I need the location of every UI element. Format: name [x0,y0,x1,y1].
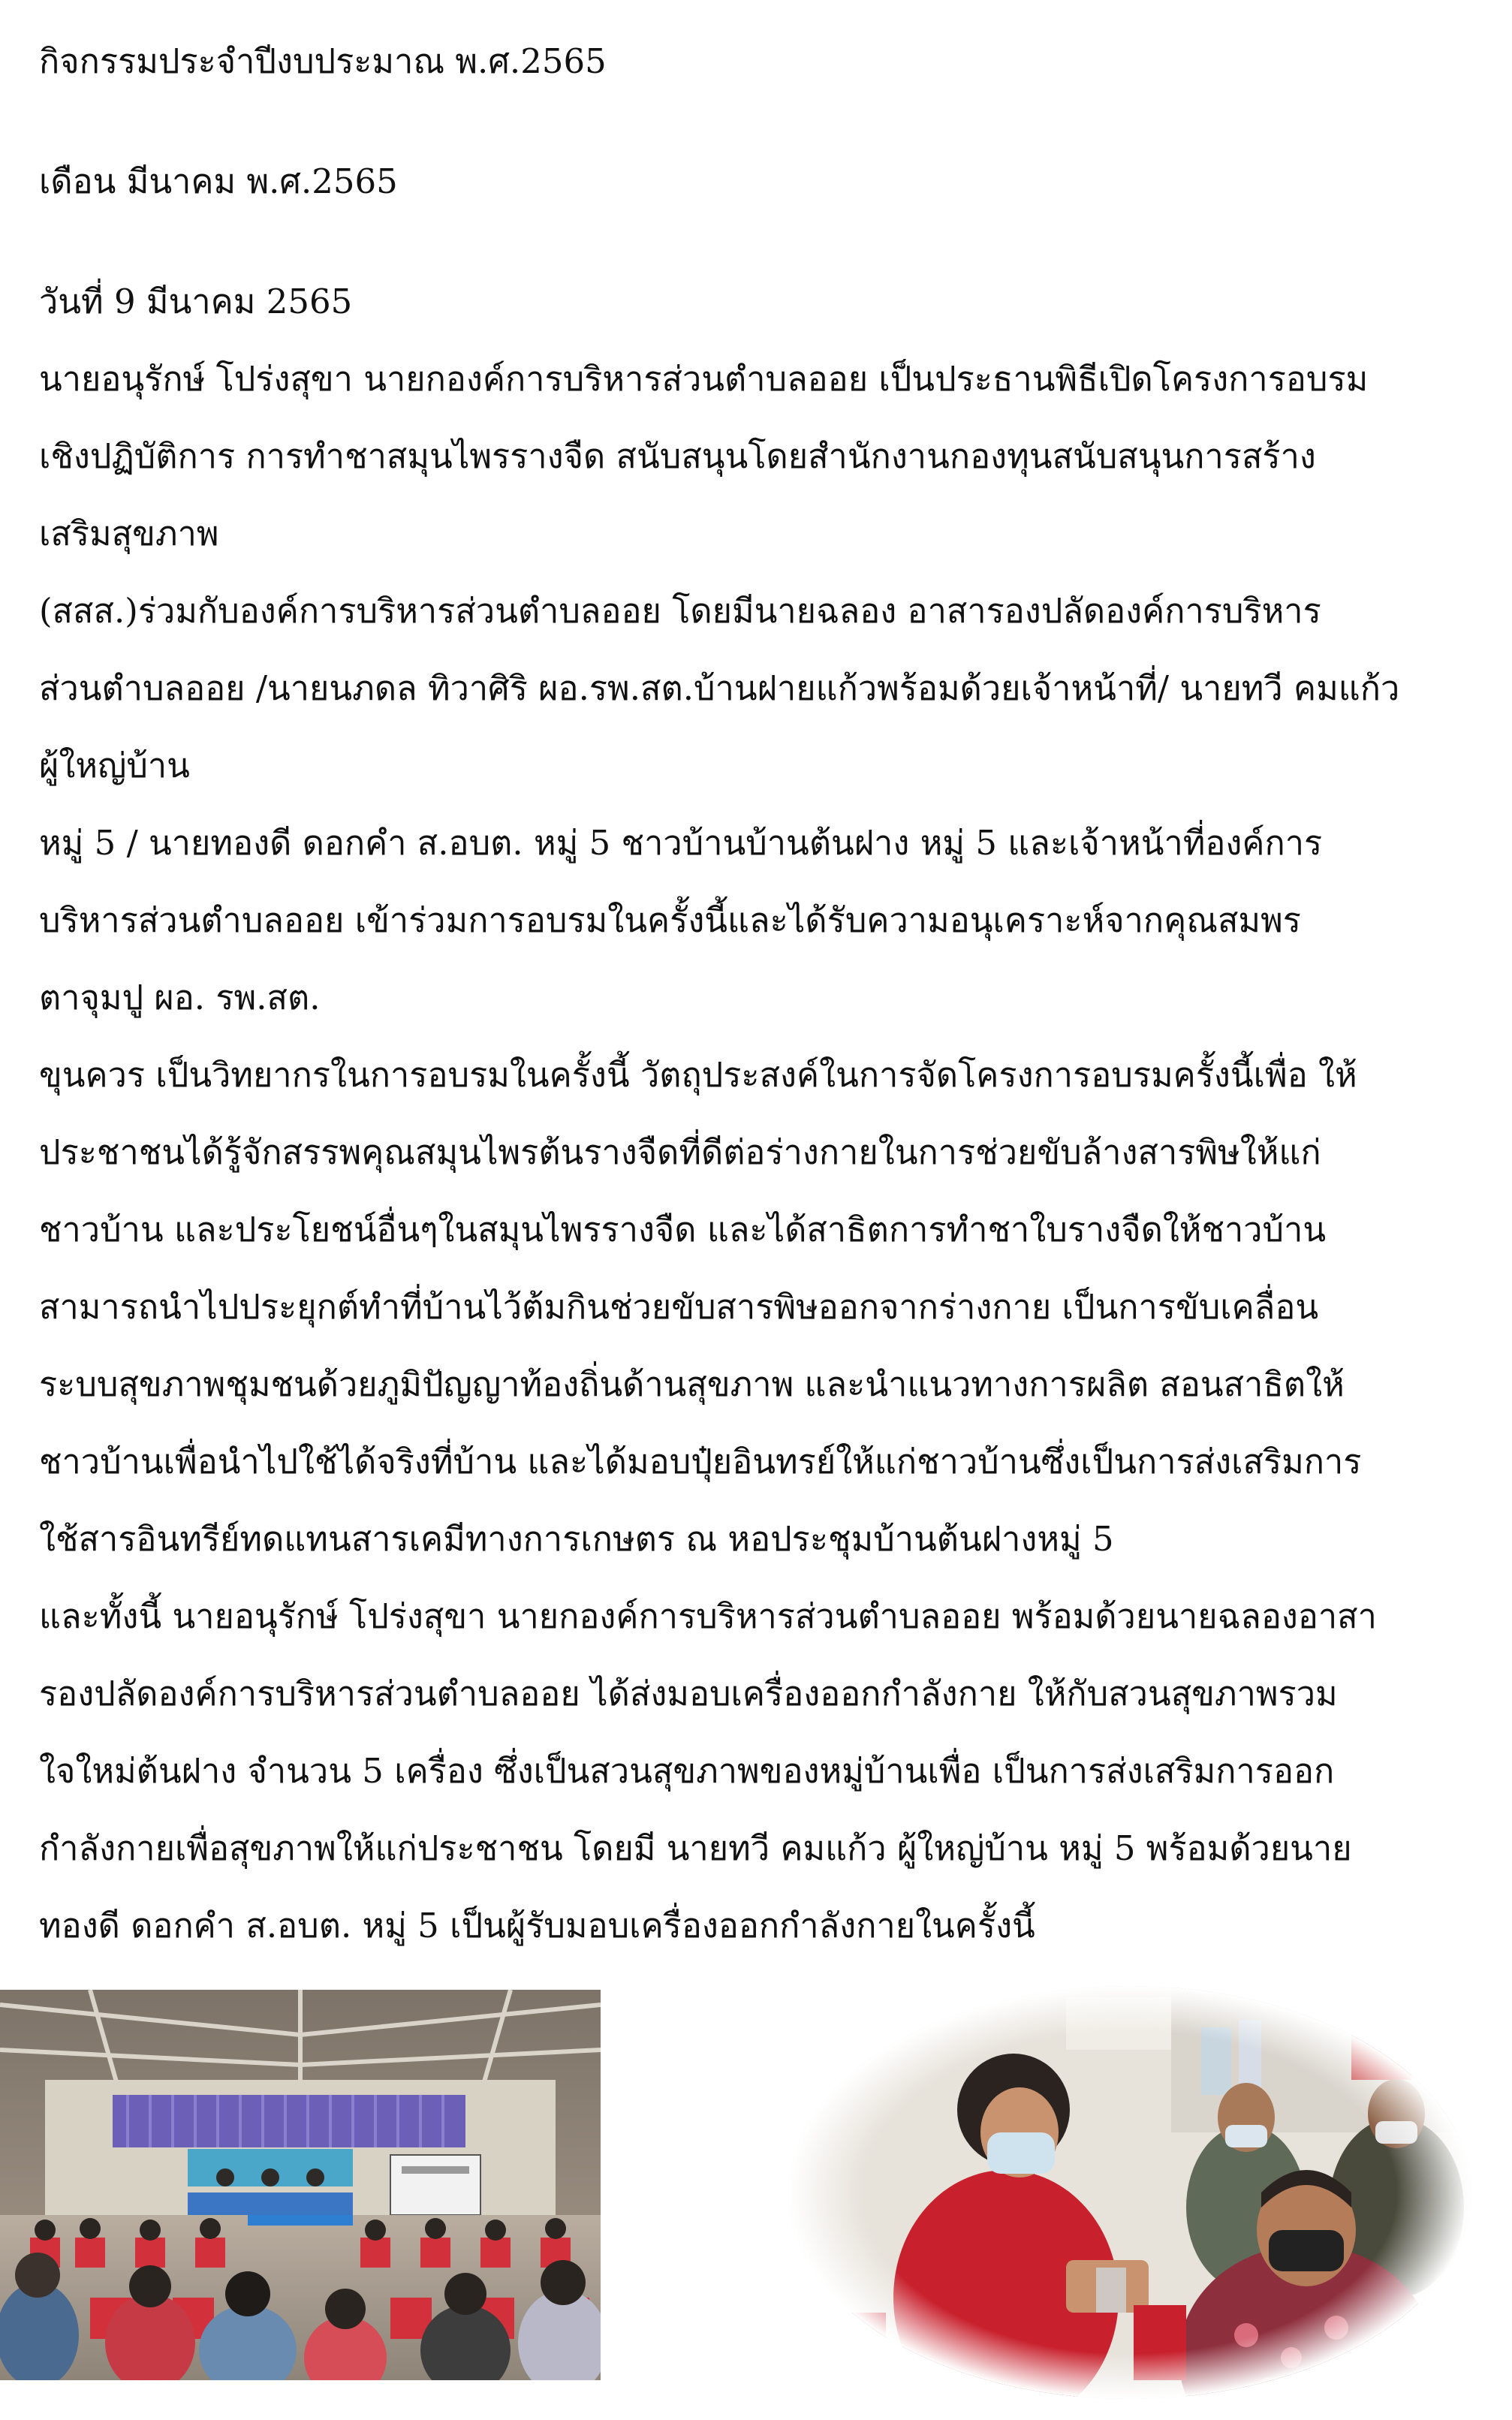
body-line: และทั้งนี้ นายอนุรักษ์ โปร่งสุขา นายกองค์การบริหารส่วนตำบลออย พร้อมด้วยนายฉลองอาสา [39,1596,1377,1636]
training-audience-illustration [0,1990,601,2380]
body-line: ชาวบ้านเพื่อนำไปใช้ได้จริงที่บ้าน และได้มอบปุ๋ยอินทรย์ให้แก่ชาวบ้านซึ่งเป็นการส่งเสริมการ [39,1442,1362,1481]
body-line: (สสส.)ร่วมกับองค์การบริหารส่วนตำบลออย โดยมีนายฉลอง อาสารองปลัดองค์การบริหาร [39,591,1321,631]
training-audience-photo [0,1990,601,2380]
body-line: ส่วนตำบลออย /นายนภดล ทิวาศิริ ผอ.รพ.สต.บ้านฝายแก้วพร้อมด้วยเจ้าหน้าที่/ นายทวี คมแก้ว [39,668,1400,708]
body-line: เชิงปฏิบัติการ การทำชาสมุนไพรรางจืด สนับสนุนโดยสำนักงานกองทุนสนับสนุนการสร้าง [39,436,1316,476]
body-line: ใช้สารอินทรีย์ทดแทนสารเคมีทางการเกษตร ณ หอประชุมบ้านต้นฝางหมู่ 5 [39,1519,1114,1559]
volunteer-handover-illustration [781,1982,1479,2403]
body-line: ประชาชนได้รู้จักสรรพคุณสมุนไพรต้นรางจืดที่ดีต่อร่างกายในการช่วยขับล้างสารพิษให้แก่ [39,1132,1321,1172]
body-line: กำลังกายเพื่อสุขภาพให้แก่ประชาชน โดยมี นายทวี คมแก้ว ผู้ใหญ่บ้าน หมู่ 5 พร้อมด้วยนาย [39,1828,1352,1868]
body-line: ชาวบ้าน และประโยชน์อื่นๆในสมุนไพรรางจืด และได้สาธิตการทำชาใบรางจืดให้ชาวบ้าน [39,1210,1327,1249]
document-heading: กิจกรรมประจำปีงบประมาณ พ.ศ.2565 [39,41,607,81]
document-month: เดือน มีนาคม พ.ศ.2565 [39,161,398,201]
body-line: หมู่ 5 / นายทองดี ดอกคำ ส.อบต. หมู่ 5 ชาวบ้านบ้านต้นฝาง หมู่ 5 และเจ้าหน้าที่องค์การ [39,823,1323,863]
body-line: ระบบสุขภาพชุมชนด้วยภูมิปัญญาท้องถิ่นด้านสุขภาพ และนำแนวทางการผลิต สอนสาธิตให้ [39,1364,1345,1404]
body-line: ตาจุมปู ผอ. รพ.สต. [39,978,321,1017]
body-line: ผู้ใหญ่บ้าน [39,746,190,785]
document-text [39,23,1488,1964]
body-line: เสริมสุขภาพ [39,514,219,553]
body-line: สามารถนำไปประยุกต์ทำที่บ้านไว้ต้มกินช่วยขับสารพิษออกจากร่างกาย เป็นการขับเคลื่อน [39,1287,1319,1327]
body-line: บริหารส่วนตำบลออย เข้าร่วมการอบรมในครั้งนี้และได้รับความอนุเคราะห์จากคุณสมพร [39,900,1301,940]
volunteer-handover-photo [781,1982,1479,2403]
document-date: วันที่ 9 มีนาคม 2565 [39,282,353,321]
body-line: ใจใหม่ต้นฝาง จำนวน 5 เครื่อง ซึ่งเป็นสวนสุขภาพของหมู่บ้านเพื่อ เป็นการส่งเสริมการออก [39,1751,1335,1791]
body-line: นายอนุรักษ์ โปร่งสุขา นายกองค์การบริหารส่วนตำบลออย เป็นประธานพิธีเปิดโครงการอบรม [39,359,1369,399]
spacer [39,220,1488,263]
spacer [39,100,1488,143]
body-line: รองปลัดองค์การบริหารส่วนตำบลออย ได้ส่งมอบเครื่องออกกำลังกาย ให้กับสวนสุขภาพรวม [39,1674,1338,1713]
body-line: ขุนควร เป็นวิทยากรในการอบรมในครั้งนี้ วัตถุประสงค์ในการจัดโครงการอบรมครั้งนี้เพื่อ ให้ [39,1055,1357,1095]
body-line: ทองดี ดอกคำ ส.อบต. หมู่ 5 เป็นผู้รับมอบเครื่องออกกำลังกายในครั้งนี้ [39,1906,1035,1945]
